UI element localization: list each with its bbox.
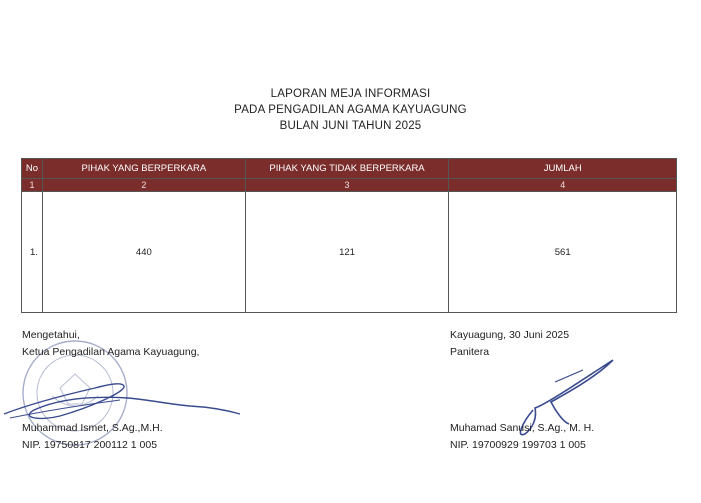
report-title — [0, 86, 701, 134]
title-line-1: LAPORAN MEJA INFORMASI — [270, 88, 431, 100]
cell-berperkara: 440 — [42, 192, 245, 313]
cell-tidak-berperkara: 121 — [245, 192, 449, 313]
chair-name: Muhammad Ismet, S.Ag.,M.H. — [22, 422, 163, 434]
registrar-title: Panitera — [450, 346, 490, 358]
index-cell: 4 — [449, 179, 677, 192]
table-index-row — [22, 179, 677, 192]
registrar-nip: NIP. 19700929 199703 1 005 — [450, 439, 586, 451]
left-signature-block — [22, 327, 199, 454]
title-line-2: PADA PENGADILAN AGAMA KAYUAGUNG — [234, 104, 467, 116]
index-cell: 2 — [42, 179, 245, 192]
cell-jumlah: 561 — [449, 192, 677, 313]
chair-nip: NIP. 19750817 200112 1 005 — [22, 439, 158, 451]
title-line-3: BULAN JUNI TAHUN 2025 — [279, 120, 422, 132]
index-cell: 1 — [22, 179, 43, 192]
header-berperkara: PIHAK YANG BERPERKARA — [42, 159, 245, 179]
registrar-name: Muhamad Sanusi, S.Ag., M. H. — [450, 422, 595, 434]
place-date: Kayuagung, 30 Juni 2025 — [450, 329, 570, 341]
header-tidak-berperkara: PIHAK YANG TIDAK BERPERKARA — [245, 159, 449, 179]
header-jumlah: JUMLAH — [449, 159, 677, 179]
right-signature-block — [450, 327, 594, 454]
header-no: No — [22, 159, 43, 179]
chair-title: Ketua Pengadilan Agama Kayuagung, — [22, 346, 200, 358]
acknowledged-label: Mengetahui, — [22, 329, 80, 341]
table-row — [22, 192, 677, 313]
table-header-row — [22, 159, 677, 179]
cell-no: 1. — [22, 192, 43, 313]
report-table — [21, 158, 677, 313]
index-cell: 3 — [245, 179, 449, 192]
